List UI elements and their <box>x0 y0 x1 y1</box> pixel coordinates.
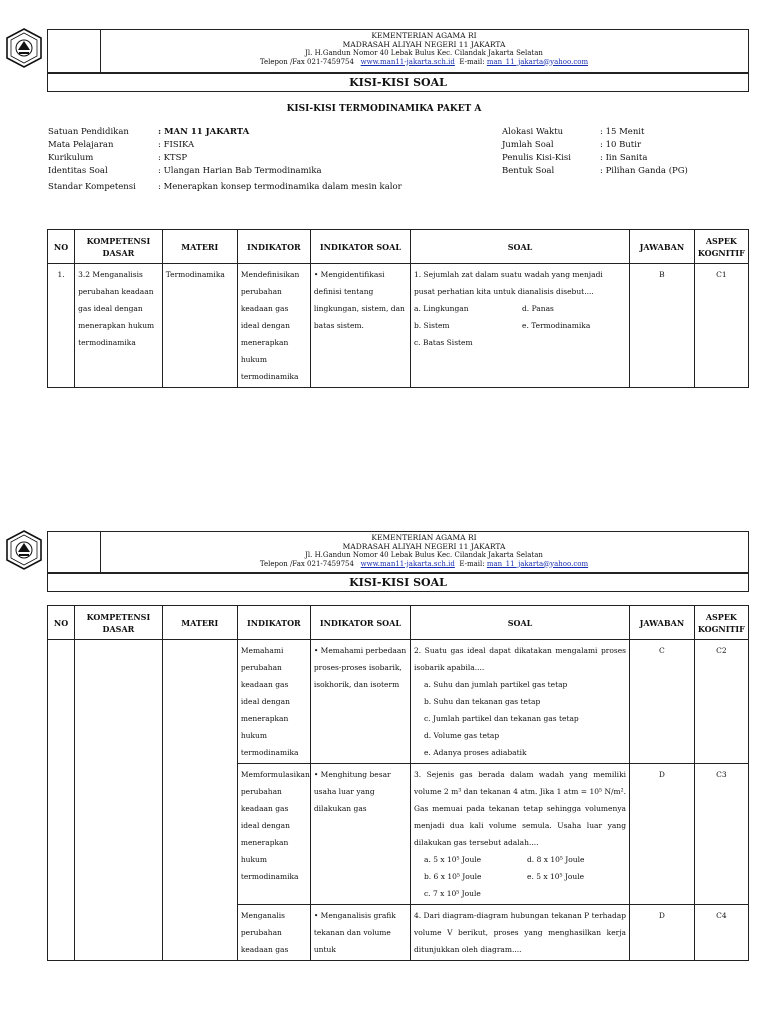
cell-indikator: Menganalis perubahan keadaan gas <box>237 905 310 961</box>
website-link[interactable]: www.man11-jakarta.sch.id <box>360 57 455 66</box>
col-aspek: ASPEK KOGNITIF <box>694 230 748 264</box>
school-name: MADRASAH ALIYAH NEGERI 11 JAKARTA <box>342 541 506 551</box>
meta-row: Satuan Pendidikan : MAN 11 JAKARTA <box>48 127 250 137</box>
option: d. Volume gas tetap <box>423 731 500 740</box>
question-text: 4. Dari diagram-diagram hubungan tekanan P terhadap volume V berikut, proses yang menghasilkan kerja ditunjukkan oleh diagram.... <box>413 911 627 954</box>
cell-jawaban: C <box>630 640 695 764</box>
website-link[interactable]: www.man11-jakarta.sch.id <box>360 559 455 568</box>
cell-jawaban: D <box>630 764 695 905</box>
doc-title: KISI-KISI SOAL <box>47 573 749 592</box>
cell-jawaban: D <box>630 905 695 961</box>
cell-indikator-soal: • Menghitung besar usaha luar yang dilakukan gas <box>310 764 410 905</box>
letterhead <box>47 531 749 573</box>
contact-line <box>100 560 748 569</box>
cell-soal <box>410 764 629 905</box>
email-label: E-mail: <box>459 559 485 568</box>
col-kd: KOMPETENSI DASAR <box>75 230 163 264</box>
email-link[interactable]: man_11_jakarta@yahoo.com <box>486 559 589 568</box>
cell-indikator-soal: • Menganalisis grafik tekanan dan volume untuk <box>310 905 410 961</box>
meta-row: Identitas Soal : Ulangan Harian Bab Termodinamika <box>48 166 322 176</box>
email-label: E-mail: <box>459 57 485 66</box>
cell-no <box>48 640 75 961</box>
phone: Telepon /Fax 021-7459754 <box>259 559 354 568</box>
cell-indikator: Mendefinisikan perubahan keadaan gas ideal dengan menerapkan hukum termodinamika <box>237 264 310 388</box>
cell-aspek: C2 <box>694 640 748 764</box>
question-text: 2. Suatu gas ideal dapat dikatakan mengalami proses isobarik apabila.... <box>413 646 627 672</box>
cell-materi: Termodinamika <box>162 264 237 388</box>
option: c. Jumlah partikel dan tekanan gas tetap <box>423 714 579 723</box>
col-soal: SOAL <box>410 230 629 264</box>
subtitle: KISI-KISI TERMODINAMIKA PAKET A <box>286 104 482 114</box>
option: b. Sistem <box>413 321 450 330</box>
phone: Telepon /Fax 021-7459754 <box>259 57 354 66</box>
option: d. Panas <box>522 304 554 313</box>
cell-kd: 3.2 Menganalisis perubahan keadaan gas ideal dengan menerapkan hukum termodinamika <box>75 264 163 388</box>
meta-row: Alokasi Waktu : 15 Menit <box>502 127 645 137</box>
cell-soal <box>410 640 629 764</box>
option: b. Suhu dan tekanan gas tetap <box>423 697 541 706</box>
meta-row: Standar Kompetensi : Menerapkan konsep termodinamika dalam mesin kalor <box>48 182 402 192</box>
col-jawaban: JAWABAN <box>630 230 695 264</box>
cell-aspek: C3 <box>694 764 748 905</box>
cell-materi <box>162 640 237 961</box>
col-jawaban: JAWABAN <box>630 606 695 640</box>
option: e. 5 x 10⁵ Joule <box>527 872 585 881</box>
letterhead-text <box>100 534 748 568</box>
email-link[interactable]: man_11_jakarta@yahoo.com <box>486 57 589 66</box>
col-indikator-soal: INDIKATOR SOAL <box>310 230 410 264</box>
cell-indikator-soal: • Mengidentifikasi definisi tentang lingkungan, sistem, dan batas sistem. <box>310 264 410 388</box>
school-address: Jl. H.Gandun Nomor 40 Lebak Bulus Kec. Cilandak Jakarta Selatan <box>305 551 543 559</box>
logo-cell <box>48 532 101 572</box>
meta-row: Penulis Kisi-Kisi : Iin Sanita <box>502 153 648 163</box>
option: b. 6 x 10⁵ Joule <box>423 872 482 881</box>
cell-indikator: Memformulasikan perubahan keadaan gas ideal dengan menerapkan hukum termodinamika <box>237 764 310 905</box>
cell-indikator-soal: • Memahami perbedaan proses-proses isobarik, isokhorik, dan isoterm <box>310 640 410 764</box>
option: a. Suhu dan jumlah partikel gas tetap <box>423 680 568 689</box>
col-materi: MATERI <box>162 230 237 264</box>
meta-row: Mata Pelajaran : FISIKA <box>48 140 195 150</box>
col-materi: MATERI <box>162 606 237 640</box>
cell-aspek: C1 <box>694 264 748 388</box>
cell-jawaban: B <box>630 264 695 388</box>
school-name: MADRASAH ALIYAH NEGERI 11 JAKARTA <box>342 39 506 49</box>
col-indikator: INDIKATOR <box>237 230 310 264</box>
meta-row: Kurikulum : KTSP <box>48 153 188 163</box>
cell-aspek: C4 <box>694 905 748 961</box>
doc-title: KISI-KISI SOAL <box>47 73 749 92</box>
school-logo-icon <box>4 530 44 570</box>
option: a. 5 x 10⁵ Joule <box>423 855 482 864</box>
option: c. 7 x 10⁵ Joule <box>423 889 481 898</box>
meta-row: Bentuk Soal : Pilihan Ganda (PG) <box>502 166 688 176</box>
question-text: 3. Sejenis gas berada dalam wadah yang memiliki volume 2 m³ dan tekanan 4 atm. Jika 1 atm = 10⁵ N/m². Gas memuai pada tekanan tetap sehingga volumenya menjadi dua kali volume semula. Usaha luar yang dilakukan gas tersebut adalah.... <box>413 770 627 847</box>
question-text: 1. Sejumlah zat dalam suatu wadah yang menjadi pusat perhatian kita untuk dianalisis disebut.... <box>413 270 603 296</box>
col-soal: SOAL <box>410 606 629 640</box>
col-no: NO <box>48 606 75 640</box>
option: a. Lingkungan <box>413 304 469 313</box>
cell-soal <box>410 905 629 961</box>
col-kd: KOMPETENSI DASAR <box>75 606 163 640</box>
meta-row: Jumlah Soal : 10 Butir <box>502 140 642 150</box>
col-indikator-soal: INDIKATOR SOAL <box>310 606 410 640</box>
option: e. Adanya proses adiabatik <box>423 748 527 757</box>
kisi-table-2 <box>47 605 749 961</box>
table-header <box>48 606 749 640</box>
option: e. Termodinamika <box>522 321 591 330</box>
option: c. Batas Sistem <box>413 338 473 347</box>
col-aspek: ASPEK KOGNITIF <box>694 606 748 640</box>
cell-no: 1. <box>48 264 75 388</box>
table-row <box>48 640 749 764</box>
col-indikator: INDIKATOR <box>237 606 310 640</box>
cell-indikator: Memahami perubahan keadaan gas ideal dengan menerapkan hukum termodinamika <box>237 640 310 764</box>
cell-kd <box>75 640 163 961</box>
col-no: NO <box>48 230 75 264</box>
ministry-name: KEMENTERIAN AGAMA RI <box>371 31 477 40</box>
school-address: Jl. H.Gandun Nomor 40 Lebak Bulus Kec. Cilandak Jakarta Selatan <box>305 49 543 57</box>
option: d. 8 x 10⁵ Joule <box>527 855 585 864</box>
option <box>527 885 626 902</box>
ministry-name: KEMENTERIAN AGAMA RI <box>371 533 477 542</box>
answer-options <box>414 851 626 902</box>
